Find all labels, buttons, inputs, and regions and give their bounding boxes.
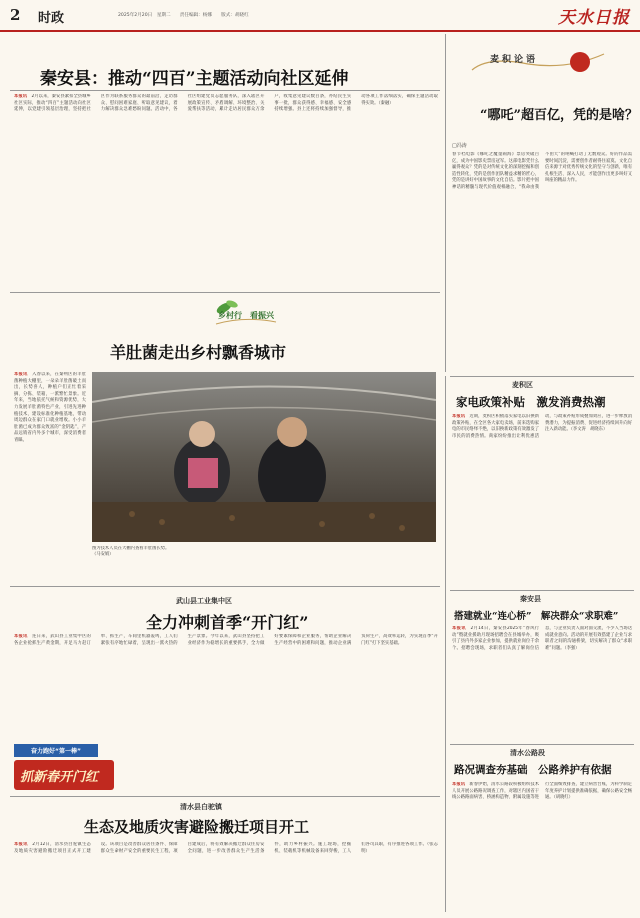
- column-divider: [445, 34, 446, 372]
- header-meta: 2025年2月20日 星期二 责任编辑：杨娜 版式：胡晓红: [118, 13, 249, 18]
- divider: [10, 90, 440, 91]
- roads-body-text: 新春伊始，清水公路段积极组织技术人员开展公路路况调查工作，对辖区内国省干线公路路面病害、桥涵构造物、附属设施等进行全面细致排查，建立病害台账，为科学制定年度养护计划提供准确依据，确保公路安全畅通。: [452, 782, 632, 801]
- appliance-body: [452, 414, 632, 586]
- lead-tag: 本报讯: [452, 782, 466, 787]
- appliance-headline: 家电政策补贴 激发消费热潮: [456, 395, 606, 409]
- feature-badge-text: 乡村行 看振兴: [218, 311, 274, 320]
- industry-body-text: 连日来，武山县工业集中区的各企业抢抓生产黄金期，开足马力赶订单、抓生产，车间里机器轰鸣，工人们紧张有序地忙碌着，呈现出一派火热的生产景象。今年以来，武山县坚持把工业经济作为稳增长的重要抓手，全力做好要素保障和企业服务，帮助企业解决生产经营中的困难和问题，推动企业满负荷生产、高效率运转，为实现首季“开门红”打下坚实基础。: [14, 634, 438, 646]
- jobs-headline: 搭建就业“连心桥” 解决群众“求职难”: [454, 611, 619, 622]
- main-headline: 秦安县：推动“四百”主题活动向社区延伸: [40, 69, 349, 89]
- feature-badge: [210, 296, 280, 330]
- feature-body-text: 入春以来，在秦州区的羊肚菌种植大棚里，一朵朵羊肚菌破土而出，长势喜人，种植户们正忙着采摘、分拣、装箱，一派繁忙景象。近年来，当地依托气候和资源优势，大力发展羊肚菌特色产业，引进先进种植技术，建设标准化种植基地，带动周边群众在家门口就业增收。小小羊肚菌已成为群众致富的“金钥匙”，产品远销省内外多个城市，深受消费者青睐。: [14, 372, 86, 443]
- appliance-body-text: 近期，麦积区积极落实家电以旧换新政策补贴，在全区各大家电卖场，前来选购家电的市民络绎不绝，以旧换新政策有效激发了市民的消费热情。商家纷纷推出让利优惠活动，与政策补贴形成叠加效应，进一步释放消费潜力，为提振消费、促进经济持续回升向好注入新动能。: [452, 414, 632, 439]
- relocation-body-text: 2月12日，清水县白驼镇生态及地质灾害避险搬迁项目正式开工建设。该项目是改善群众居住条件、保障群众生命财产安全的重要民生工程，项目建成后，将有效解决搬迁群众住房安全问题，进一步改善群众生产生活条件，助力乡村振兴。施工现场，挖掘机、装载机等机械设备来回穿梭，工人们各司其职，有序推进各项工作。: [14, 842, 428, 854]
- sprint-banner: [14, 744, 98, 757]
- feature-headline: 羊肚菌走出乡村飘香城市: [110, 343, 287, 362]
- divider: [450, 744, 634, 745]
- main-source: （秦融）: [378, 100, 394, 106]
- relocation-source: （张志明）: [361, 842, 438, 854]
- column-brand-text: 麦积论语: [490, 55, 539, 65]
- column-body: [452, 152, 632, 368]
- right-column-divider: [445, 376, 446, 912]
- appliance-region: 麦积区: [512, 381, 533, 389]
- column-author: □冯涛: [452, 143, 467, 149]
- column-body-text: 春节档电影《哪吒之魔童闹海》票房突破百亿，成为中国影史票房冠军。这部电影凭什么赢得观众？凭的是对传统文化的深刻挖掘和创造性转化，凭的是创作团队精益求精的匠心，凭的是讲好中国故事的文化自信。影片把中国神话的精髓与现代价值观相融合，“我命由我不由天”的呐喊打动了无数观众。好的作品需要时间沉淀，需要创作者耐得住寂寞。文化自信来源于对优秀传统文化的坚守与创新，唯有扎根生活、深入人民，才能创作出更多叫好又叫座的精品力作。: [452, 152, 632, 190]
- divider: [450, 590, 634, 591]
- industry-body: [14, 634, 438, 748]
- divider: [10, 292, 440, 293]
- jobs-body-text: 2月14日，秦安县2025年“春风行动”暨就业援助月现场招聘会在县城举办，吸引了县内外多家企业参加，提供就业岗位千余个。招聘会现场，求职者们认真了解岗位信息，与企业负责人面对面交流，不少人当场达成就业意向。活动的开展有效搭建了企业与求职者之间的沟通桥梁，切实解决了群众“求职难”问题。: [452, 626, 632, 651]
- main-article-body: [14, 94, 438, 284]
- section-name: 时政: [38, 11, 65, 26]
- lead-tag: 本报讯: [14, 842, 28, 847]
- relocation-body: [14, 842, 438, 912]
- sprint-banner-text: 奋力跑好“第一棒”: [31, 748, 81, 755]
- industry-region: 武山县工业集中区: [176, 597, 232, 605]
- appliance-source: （李文涛 胡晓东）: [570, 427, 608, 433]
- greenhouse-photo: [92, 372, 436, 542]
- feature-body: [14, 372, 86, 582]
- lead-tag: 本报讯: [14, 94, 28, 99]
- jobs-source: （李强）: [564, 645, 580, 651]
- jobs-region: 秦安县: [520, 595, 541, 603]
- page-number: 2: [10, 6, 21, 24]
- relocation-headline: 生态及地质灾害避险搬迁项目开工: [84, 818, 310, 836]
- divider: [10, 796, 440, 797]
- spring-banner-text: 抓新春开门红: [20, 770, 99, 785]
- roads-headline: 路况调查夯基础 公路养护有依据: [454, 764, 612, 776]
- feature-source: （马安娟）: [92, 552, 114, 558]
- divider: [450, 376, 634, 377]
- page-header: [0, 0, 640, 32]
- jobs-body: [452, 626, 632, 740]
- feature-caption: [92, 546, 436, 580]
- lead-tag: 本报讯: [14, 372, 28, 377]
- roads-region: 清水公路段: [510, 749, 545, 757]
- roads-body: [452, 782, 632, 912]
- feature-caption-text: 图为技术人员在大棚内查看羊肚菌长势。: [92, 546, 170, 551]
- newspaper-logo: 天水日报: [558, 8, 630, 28]
- main-body-text: 2月以来，秦安县紧扣全县城乡社区实际，推动“四百”主题活动向社区延伸，以党建引领基层治理，坚持把社区作为联系服务群众的最前沿，走访群众、慰问困难家庭、听取意见建议，着力解决群众急难愁盼问题。活动中，各社区组建党员志愿服务队，深入辖区开展政策宣传、矛盾调解、环境整治、关爱帮扶等活动，累计走访居民群众万余户，收集意见建议数百条，办结民生实事一批，群众获得感、幸福感、安全感持续增强。县上还将持续加强督导，推动各项工作落细落实，确保主题活动取得实效。: [14, 94, 438, 113]
- mushroom-photo: [92, 372, 436, 542]
- lead-tag: 本报讯: [452, 626, 466, 631]
- spring-banner: [14, 760, 114, 790]
- relocation-region: 清水县白驼镇: [180, 803, 222, 811]
- lead-tag: 本报讯: [452, 414, 466, 419]
- column-title: “哪吒”超百亿，凭的是啥？: [480, 108, 638, 123]
- lead-tag: 本报讯: [14, 634, 28, 639]
- divider: [10, 586, 440, 587]
- roads-source: （胡晓红）: [553, 795, 573, 801]
- industry-headline: 全力冲刺首季“开门红”: [146, 613, 309, 632]
- column-brand: [468, 48, 608, 74]
